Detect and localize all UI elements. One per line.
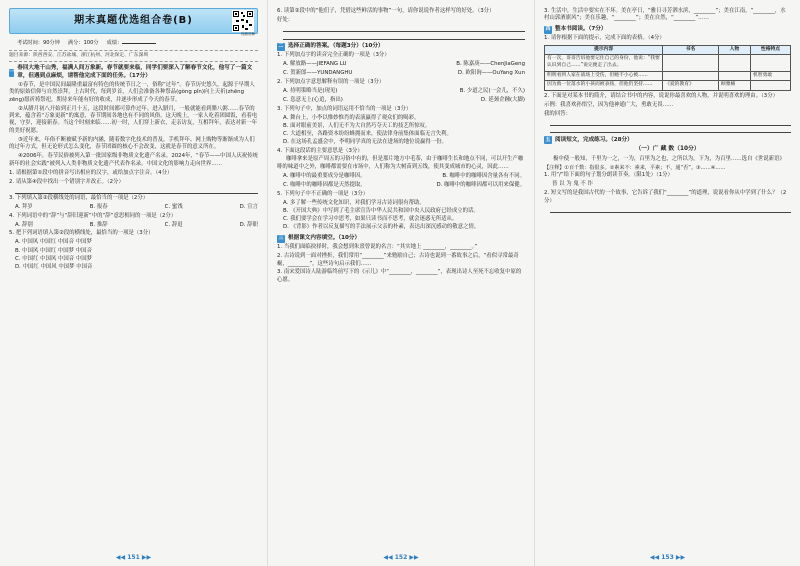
page-153 [534, 0, 800, 566]
table-cell[interactable] [663, 71, 719, 81]
options [9, 204, 258, 211]
option[interactable]: D. 辞职 [239, 221, 258, 228]
answer-label: 我的回答： [544, 110, 571, 117]
answer-line[interactable] [15, 187, 258, 194]
table-row [545, 71, 791, 81]
section-number: 二 [278, 43, 284, 50]
options [277, 97, 525, 104]
option[interactable]: A. 多了解一些传统文化知识，对我们学习古诗词很有帮助。 [283, 199, 425, 206]
option[interactable]: A. 解放路——JIEFANG LU [283, 61, 347, 68]
answer-line[interactable] [550, 127, 791, 134]
passage-paragraph: ①春节，是中国民间最隆重最富有特色的传统节日之一，俗称“过年”。春节历史悠久，起源于早期人类的原始信仰与自然崇拜，上古时代，每到岁首，人们会准备各种祭品(gòng pǐn)向上天祈(zhēng zēng)愿祈祷祭祀，期待来年能有好的收成，并逐步形成了今天的春节。 [9, 81, 255, 103]
table-cell: 明明看到人家在战场上受伤，但她不小心被…… [545, 71, 663, 81]
option[interactable]: D. 在这场孔孟盛会中，李明同学真的无法在进场的地位说赢得一份。 [283, 139, 447, 146]
table-header: 人物 [718, 45, 750, 55]
section-1-header [9, 65, 258, 80]
section-number: 一 [9, 69, 15, 76]
section-3-header [277, 235, 525, 243]
options [9, 222, 258, 229]
page-number: ◀◀ 152 ▶▶ [383, 553, 419, 561]
option[interactable]: C. 蜜饯 [164, 203, 183, 210]
passage-paragraph: ③近年来，年俗不断被赋予新的内涵，随着数字化技术的普及，手机拜年、网上购物等渐渐成为人们的过年方式，但无论形式怎么变化，春节团圆的核心不会改变，这就是春节的意义所在。 [9, 136, 255, 151]
option[interactable]: D. 《背影》作者以反复描写的手法展示父亲的朴素，表达出深沉感动的敬意之情。 [283, 224, 480, 231]
table-cell[interactable] [718, 55, 750, 71]
question: 5. 把下列词语填入第②段的横线处，最恰当的一项是（3分） [9, 230, 154, 237]
exam-time: 考试时间：90分钟 [17, 40, 60, 46]
options [277, 61, 525, 68]
question: 2. 请从第④段中找出一个错别字并改正。（2分） [9, 178, 124, 185]
example-answer: 示例：我喜欢孙悟空，因为他神通广大，勇敢无畏…… [544, 101, 674, 108]
exam-title-bar [9, 8, 258, 34]
passage-title: （一）广 藏 数（10分） [635, 146, 700, 153]
option[interactable]: A. 中国风 中国红 中国音 中国梦 [15, 239, 92, 246]
table-cell: 有一次，哥哥告诉他要记住自己的身份，他说：“我要认识到自己……”说完便走了出去。 [545, 55, 663, 71]
option[interactable]: A. 舞台上，小李以惟妙惟肖的表演赢得了观众们的喝彩。 [283, 114, 420, 121]
question: 2. 下列加点字意思解释有误的一项是（3分） [277, 78, 385, 85]
table-cell[interactable] [718, 71, 750, 81]
section-number: 五 [545, 136, 551, 143]
table-cell[interactable] [750, 55, 790, 71]
page-number: ◀◀ 151 ▶▶ [115, 553, 152, 561]
table-header: 性格特点 [750, 45, 790, 55]
answer-line[interactable] [283, 33, 525, 40]
option[interactable]: C. 中国红 中国风 中国音 中国梦 [15, 255, 93, 262]
option[interactable]: B. 推辞 [89, 221, 108, 228]
option[interactable]: D. 欧阳询——OuYang Xun [457, 69, 525, 76]
table-header-row [545, 45, 791, 55]
option[interactable]: B. 咖啡中的咖啡因含量各有不同。 [442, 172, 525, 179]
qr-code-icon[interactable] [232, 10, 254, 32]
table-row [545, 55, 791, 71]
table-header: 提示内容 [545, 45, 663, 55]
classical-passage: 极中使一般知，千里为一之，一为，百里为之也，之所以为，下为，为百里……选自《世说新语》 [553, 156, 785, 163]
table-cell[interactable] [750, 81, 790, 91]
table-cell: 因为救一位落水的小孩而被表扬，但他仍坚持…… [545, 81, 663, 91]
question: 5. 下列句子中不正确的一项是（3分） [277, 190, 369, 197]
section-title: 根据课文内容填空。（10分） [288, 234, 361, 241]
question: 3. 下列填入第②段横线处的词语，最恰当的一项是（2分） [9, 194, 149, 201]
option[interactable]: A. 持明策略当是(现见) [283, 87, 338, 94]
section-4-header [544, 26, 791, 34]
page-number: ◀◀ 153 ▶▶ [649, 553, 686, 561]
question: 1. 用“/”给下面的句子划分朗读节奏。（限1处）（1分） [544, 172, 673, 179]
options [277, 70, 525, 77]
option[interactable]: C. 大道相至，各路资本纷纷蜂拥而来，使法律身前集体面临无言失利。 [283, 131, 452, 138]
qr-caption: 视频讲解 [241, 32, 255, 36]
page-152 [267, 0, 534, 566]
option[interactable]: C. 我们要学会在学习中思考，如果只读书而不思考，就会迷惑无所适从。 [283, 216, 458, 223]
section-number: 三 [278, 235, 284, 242]
question: 6. 读第②段中的“他们子，凭借这些鲜活的事物”一句，请你说说作者这样写的好处。（3分） [277, 8, 495, 14]
table-cell: 《爱的教育》 [663, 81, 719, 91]
option[interactable]: C. 咖啡中的咖啡因都是天然提取。 [283, 181, 366, 188]
question: 2. 下面是对某本书的简介，请结合书中的内容，说说你最喜欢的人物，并说明喜欢的理由。（3分） [544, 92, 778, 99]
exam-info [17, 40, 258, 47]
option[interactable]: B. 面对眼前美景，人们无不为大自然巧夺天工的技艺所惊叹。 [283, 122, 431, 129]
option[interactable]: C. 恣意无上(心追，指出) [283, 96, 343, 103]
section-title: 春回大地千山秀，福满人间万象新。春节就要来临，同学们要深入了解春节文化，他写了一篇文章，但遇到点麻烦，请帮他完成下面的任务。（17分） [17, 64, 253, 79]
fill-question[interactable]: 2. 古诗说到一面对挫折，我们常用“________”来勉励自己；古诗也说到一番故事之后，“看似寻常最奇崛，________”，这些诗句启示我们…… [277, 253, 519, 267]
question: 1. 请根据第①段中的拼音写出相应的汉字，或给加点字注音。（4分） [9, 169, 173, 176]
exam-title: 期末真题优选组合卷(B) [74, 15, 193, 27]
question: 3. 下列句子中，加点的词语运用不恰当的一项是（3分） [277, 105, 412, 112]
book-table [544, 45, 791, 91]
question: 1. 请你根据下面的提示，完成下面的表格。（4分） [544, 35, 665, 42]
answer-line[interactable] [550, 119, 791, 126]
annotation: 【注释】①百千数：指很多。②素来不：素来，平素；不，通“否”。③……④…… [544, 165, 726, 172]
section-2-header [277, 43, 525, 51]
section-title: 阅读短文，完成练习。（28分） [555, 136, 633, 143]
table-cell: 顾雅楠 [718, 81, 750, 91]
question: 4. 下面这段话的主要意思是（3分） [277, 147, 363, 154]
option[interactable]: A. 拜岁 [15, 203, 33, 210]
question: 1. 下列加点字的读音完全正确的一项是（3分） [277, 52, 390, 59]
option[interactable]: B. 报春 [89, 203, 108, 210]
answer-line[interactable] [550, 206, 791, 213]
option[interactable]: C. 辞退 [164, 221, 183, 228]
options [277, 88, 525, 95]
passage-paragraph: 咖啡拿来是原产周五的习俗中有的，但是那片地方中毛茶，由于咖啡生长和地点不同，可以开生产咖啡的味道中之外，咖啡都需要在市场中，人们称为大树苗到五线，使其变成城市的心灵，因此…… [277, 156, 524, 170]
fill-question[interactable]: 1. 当我们面临抉择时，我会想到朱熹曾说的名言：“其实地上 ________，________。” [277, 244, 478, 251]
option[interactable]: D. 延颈企踵(大脚) [480, 96, 525, 103]
table-header: 书名 [663, 45, 719, 55]
passage-paragraph: ②从腊月初八开始到正月十五，这段时间都可算作过年。进入腊月，一般就能看到腊八粥……春节的到来，蕴含着“万象更新”的寓意，春节期间各地也有不同的风俗。这天晚上，一家人吃着团圆饭，看着电视，守岁，迎接新春。当这个时刻来临……初一时，人们穿上新衣，走亲访友，互相拜年，表达对新一年的美好祝愿。 [9, 105, 258, 134]
table-row [545, 81, 791, 91]
option[interactable]: B. 《开国大典》中写到了毛主席宣告中华人民共和国中央人民政府已经成立的话。 [283, 207, 479, 214]
option[interactable]: B. 少道之民(一会儿，不久) [459, 87, 525, 94]
question: 4. 下列词语中的“辞”与“辞旧迎新”中的“辞”意思相同的一项是（2分） [9, 212, 177, 219]
question: 2. 短文写的是我国古代的一个故事，它告诉了我们“________”的道理，说说看你从中学到了什么？（2分） [544, 190, 787, 204]
section-number: 四 [545, 26, 551, 33]
fill-question[interactable]: 3. 南宋爱国诗人陆游临终前写下的《示儿》中“________，________”，表现出诗人至死不忘收复中原的心愿。 [277, 269, 522, 283]
option[interactable]: D. 咖啡中的咖啡因都可以用来保健。 [436, 181, 525, 188]
options [277, 182, 525, 189]
question-source: 题目来源：陕西西安、江苏盐城、浙江杭州、河北保定、广东深圳 [9, 50, 258, 62]
option[interactable]: B. 中国风 中国红 中国梦 中国音 [15, 247, 92, 254]
score-label: 成绩： [107, 40, 157, 47]
sentence-to-mark[interactable]: 皆 以 为 鬼 不 诈 [552, 181, 593, 188]
option[interactable]: A. 咖啡中的最重要成分是咖啡因。 [283, 172, 366, 179]
table-cell: 机智勇敢 [750, 71, 790, 81]
section-5-header [544, 136, 791, 144]
option[interactable]: C. 贺新郎——YUNDANGHU [283, 69, 353, 76]
passage-paragraph: ④2006年，春节民俗被列入第一批国家级非物质文化遗产名录。2024年，“春节——中国人庆祝传统新年的社会实践”被列入人类非物质文化遗产代表作名录，中国文化的影响力走向世界…… [9, 153, 258, 167]
option[interactable]: D. 中国红 中国风 中国梦 中国音 [15, 264, 93, 271]
option[interactable]: A. 辞别 [15, 221, 33, 228]
answer-line[interactable] [283, 26, 525, 33]
section-title: 选择正确的答案。（每题3分）（10分） [288, 42, 384, 49]
fill-question[interactable]: 3. 生活中，生活中要实在不坏。美在亭日，“雅日寻芳泗水滨，________”；美在江南，“________，水村山郭酒旗风”；美在乐趣，“________”；美在自然，“________”…… [544, 8, 786, 22]
option[interactable]: D. 宣言 [239, 203, 258, 210]
section-title: 整本书阅读。（7分） [555, 26, 607, 33]
options [277, 173, 525, 180]
page-151 [0, 0, 267, 566]
answer-label: 好处： [277, 16, 294, 23]
option[interactable]: B. 陈嘉庚——ChenJiaGeng [456, 61, 525, 68]
full-score: 满分：100分 [67, 40, 99, 46]
table-cell[interactable] [663, 55, 719, 71]
